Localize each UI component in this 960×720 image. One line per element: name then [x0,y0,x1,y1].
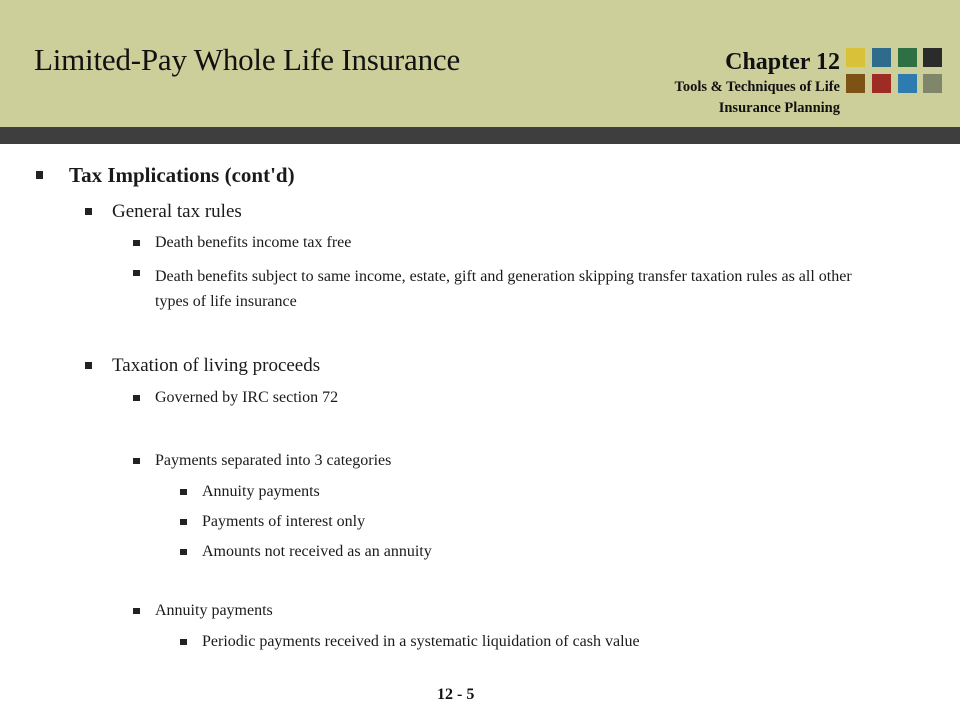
bullet-heading [36,163,295,188]
bullet-general-rules [85,201,242,223]
bullet-category-not-annuity [180,543,432,561]
bullet-square-icon [133,458,140,464]
category-not-annuity-text: Amounts not received as an annuity [202,543,432,560]
bullet-square-icon [133,240,140,246]
bullet-square-icon [133,395,140,401]
bullet-square-icon [180,549,187,555]
bullet-square-icon [133,270,140,276]
bullet-death-benefits-tax-free [133,234,351,252]
bullet-periodic-payments [180,633,640,651]
heading-text: Tax Implications (cont'd) [69,163,295,187]
bullet-payments-separated [133,452,391,470]
death-benefits-subject-text: Death benefits subject to same income, estate, gift and generation skipping transfer taxation rules as all other types of life insurance [155,268,852,310]
bullet-square-icon [180,489,187,495]
bullet-governed [133,389,338,407]
death-benefits-tax-free-text: Death benefits income tax free [155,234,352,251]
bullet-square-icon [36,171,43,179]
payments-separated-text: Payments separated into 3 categories [155,452,392,469]
category-interest-text: Payments of interest only [202,513,366,530]
page-number: 12 - 5 [437,686,475,703]
chapter-title: Chapter 12 [725,49,840,75]
annuity-payments-text: Annuity payments [155,602,273,619]
chapter-subtitle-line2: Insurance Planning [718,100,840,116]
general-rules-text: General tax rules [112,201,242,222]
bullet-living-proceeds [85,355,320,377]
category-annuity-text: Annuity payments [202,483,320,500]
bullet-square-icon [133,608,140,614]
bullet-square-icon [180,639,187,645]
bullet-death-benefits-subject [133,264,867,314]
bullet-category-interest [180,513,365,531]
living-proceeds-text: Taxation of living proceeds [112,355,321,376]
bullet-category-annuity [180,483,320,501]
periodic-payments-text: Periodic payments received in a systematic liquidation of cash value [202,633,640,650]
bullet-square-icon [180,519,187,525]
slide-title: Limited-Pay Whole Life Insurance [34,42,461,77]
bullet-square-icon [85,362,92,369]
chapter-subtitle-line1: Tools & Techniques of Life [674,79,840,95]
governed-text: Governed by IRC section 72 [155,389,339,406]
bullet-square-icon [85,208,92,215]
bullet-annuity-payments [133,602,273,620]
